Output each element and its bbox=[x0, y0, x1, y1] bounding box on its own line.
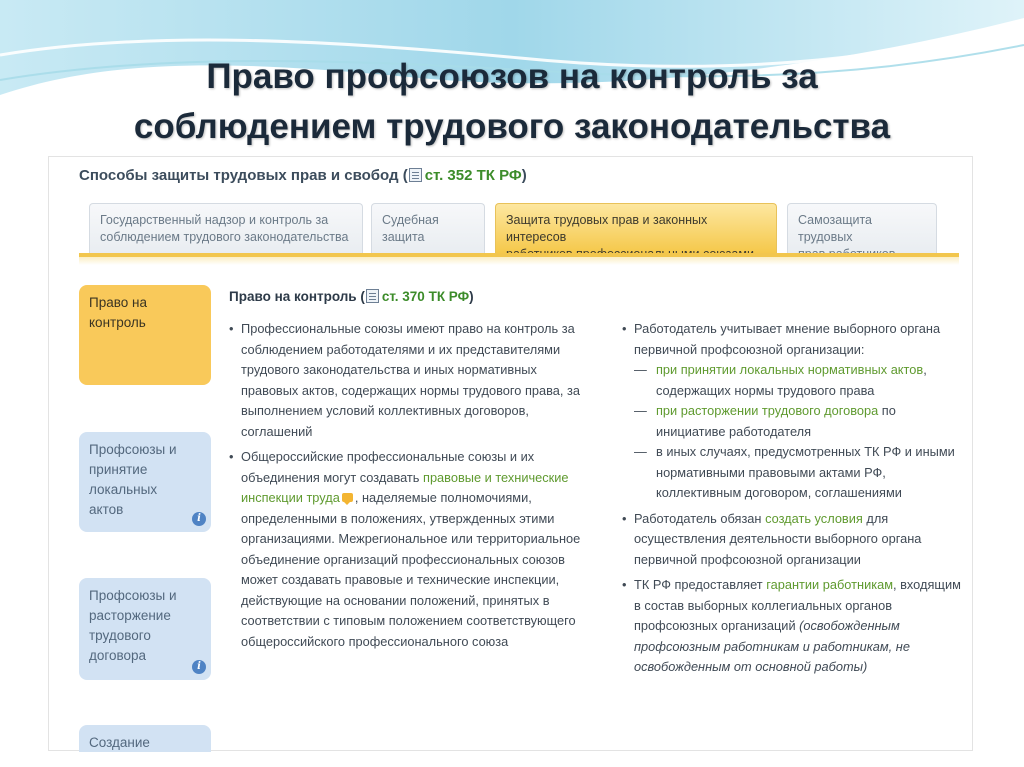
local-acts-link[interactable]: при принятии локальных нормативных актов bbox=[656, 362, 924, 377]
side-item-label: принятие bbox=[89, 462, 148, 477]
bullet-text: Работодатель обязан bbox=[634, 510, 766, 526]
side-item-right-to-control[interactable] bbox=[79, 285, 211, 385]
tab-judicial-protection[interactable] bbox=[371, 203, 485, 253]
bullet-text: , наделяемые полномочиями, определенными в положениях, утвержденных этими организациями. Межрегиональное или территориальное объединение организаций профессиональных союзов может создавать правовые и технические инспекции, действующие на основании положений, принятых в соответствии с типовым положением соответствующего общероссийского профессионального союза bbox=[241, 490, 581, 649]
section-title-close: ) bbox=[469, 289, 474, 304]
tab-label: Государственный надзор и контроль за bbox=[100, 213, 329, 227]
sub-text: в иных случаях, предусмотренных ТК РФ и иными нормативными правовыми актами РФ, коллективным договором, соглашениями bbox=[656, 444, 955, 500]
tab-union-protection[interactable] bbox=[495, 203, 777, 253]
bullet-item bbox=[622, 319, 967, 360]
document-icon[interactable] bbox=[409, 168, 422, 182]
side-item-label: Профсоюзы и bbox=[89, 588, 177, 603]
bullet-item bbox=[622, 509, 967, 571]
tab-label: Защита трудовых прав и законных интересов bbox=[506, 213, 708, 244]
sub-text: по инициативе работодателя bbox=[656, 403, 896, 439]
bullet-text: Профессиональные союзы имеют право на контроль за соблюдением работодателями и их представителями трудового законодательства и иных нормативных правовых актов, содержащих нормы трудового права, за выполнением условий коллективных договоров, соглашений bbox=[241, 321, 580, 439]
sub-item bbox=[634, 442, 967, 504]
worker-guarantees-link[interactable]: гарантии работникам bbox=[766, 577, 894, 592]
tab-underline-shadow bbox=[79, 257, 959, 265]
sub-item bbox=[634, 360, 967, 401]
bullet-italic-text: (освобожденным профсоюзным работникам и работникам, не освобожденным от основной работы) bbox=[634, 618, 910, 674]
slide-title bbox=[60, 52, 964, 152]
create-conditions-link[interactable]: создать условия bbox=[765, 510, 863, 526]
panel-heading bbox=[79, 167, 527, 184]
article-370-link[interactable]: ст. 370 ТК РФ bbox=[381, 289, 470, 304]
left-column bbox=[229, 319, 584, 657]
tab-label: Судебная bbox=[382, 213, 439, 227]
bullet-text: Работодатель учитывает мнение выборного органа первичной профсоюзной организации: bbox=[634, 321, 941, 357]
slide-title-line1: Право профсоюзов на контроль за bbox=[206, 57, 818, 96]
side-item-label: трудового bbox=[89, 628, 151, 643]
bullet-item bbox=[622, 575, 967, 678]
section-title bbox=[229, 289, 474, 304]
right-column bbox=[622, 319, 967, 683]
tab-self-defense[interactable] bbox=[787, 203, 937, 253]
bullet-text: Общероссийские профессиональные союзы и их объединения могут создавать bbox=[241, 449, 535, 485]
sub-item bbox=[634, 401, 967, 442]
side-item-label: договора bbox=[89, 648, 147, 663]
slide-title-line2: соблюдением трудового законодательства bbox=[133, 107, 891, 146]
side-item-local-acts[interactable] bbox=[79, 432, 211, 532]
panel-heading-close: ) bbox=[521, 167, 527, 184]
side-item-label: локальных bbox=[89, 482, 158, 497]
side-item-contract-termination[interactable] bbox=[79, 578, 211, 680]
side-item-creation[interactable] bbox=[79, 725, 211, 752]
embedded-screenshot-panel bbox=[48, 156, 973, 751]
side-item-label: расторжение bbox=[89, 608, 171, 623]
tab-state-supervision[interactable] bbox=[89, 203, 363, 253]
bullet-text: , входящим в состав выборных коллегиальных органов профсоюзных организаций bbox=[634, 577, 961, 633]
bullet-item bbox=[229, 447, 584, 652]
side-item-label: актов bbox=[89, 502, 124, 517]
tab-label: защита bbox=[382, 230, 425, 244]
tab-label: Самозащита трудовых bbox=[798, 213, 873, 244]
tab-label: соблюдением трудового законодательства bbox=[100, 230, 349, 244]
document-icon[interactable] bbox=[366, 289, 379, 303]
contract-termination-link[interactable]: при расторжении трудового договора bbox=[656, 403, 879, 418]
section-title-text: Право на контроль ( bbox=[229, 289, 365, 304]
side-item-label: Создание bbox=[89, 735, 150, 750]
sub-text: , содержащих нормы трудового права bbox=[656, 362, 927, 398]
article-352-link[interactable]: ст. 352 ТК РФ bbox=[424, 167, 522, 184]
bullet-text: ТК РФ предоставляет bbox=[634, 577, 767, 592]
side-item-label: Профсоюзы и bbox=[89, 442, 177, 457]
info-icon[interactable]: i bbox=[192, 660, 206, 674]
bullet-item bbox=[229, 319, 584, 442]
panel-heading-text: Способы защиты трудовых прав и свобод ( bbox=[79, 167, 408, 184]
side-item-label: Право на bbox=[89, 295, 147, 310]
tab-bar bbox=[79, 203, 959, 253]
comment-icon[interactable] bbox=[342, 493, 353, 502]
info-icon[interactable]: i bbox=[192, 512, 206, 526]
bullet-text: для осуществления деятельности выборного органа первичной профсоюзной организации bbox=[634, 510, 922, 567]
side-item-label: контроль bbox=[89, 315, 146, 330]
labor-inspections-link[interactable]: правовые и технические инспекции труда bbox=[241, 469, 569, 505]
